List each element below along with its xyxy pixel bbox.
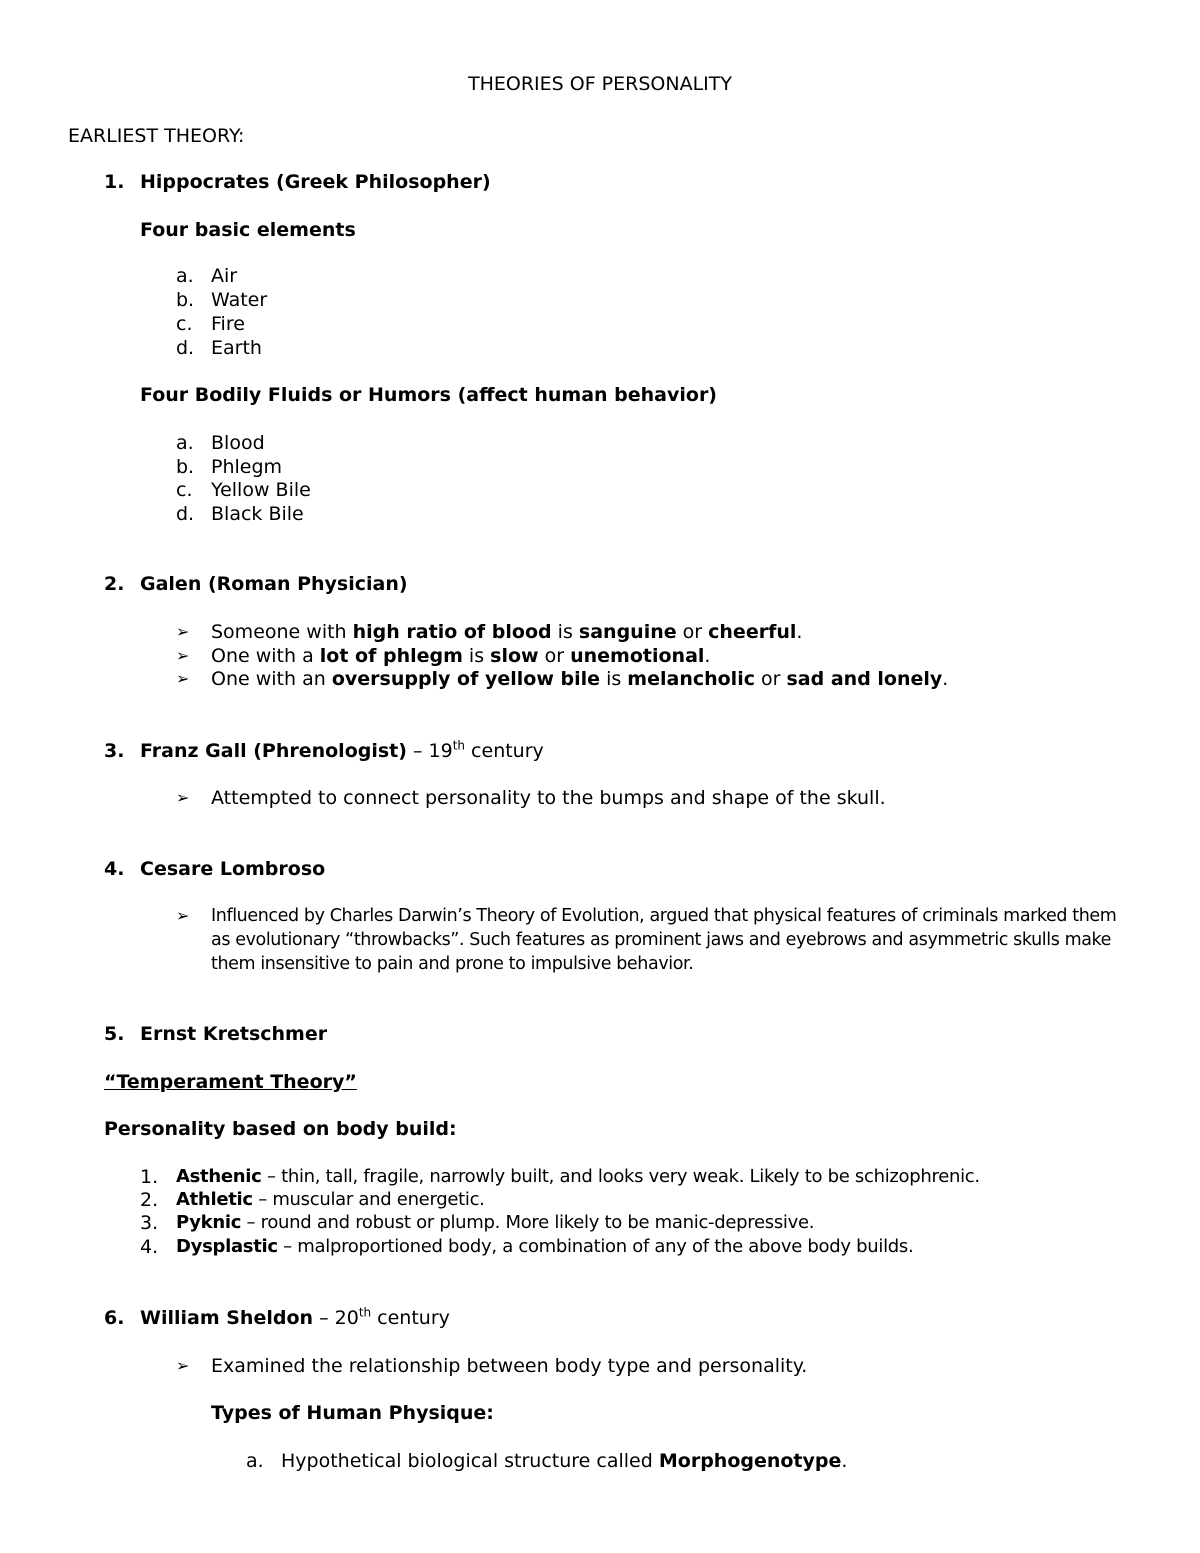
list-marker: 3. [140,1212,159,1234]
theory-title: “Temperament Theory” [104,1071,357,1093]
list-item: Fire [211,313,245,335]
theorist-name: Hippocrates (Greek Philosopher) [140,171,491,193]
arrow-bullet-icon: ➢ [176,622,190,641]
list-marker: a. [176,432,194,454]
list-item: Air [211,265,238,287]
physique-heading: Types of Human Physique: [211,1402,494,1424]
page-title: THEORIES OF PERSONALITY [468,73,732,95]
list-item: Blood [211,432,265,454]
bullet-text: Attempted to connect personality to the bumps and shape of the skull. [211,787,886,809]
humors-heading: Four Bodily Fluids or Humors (affect human behavior) [140,384,717,406]
item-number: 4. [104,858,125,880]
theorist-name: Galen (Roman Physician) [140,573,408,595]
list-item: Hypothetical biological structure called Morphogenotype. [281,1450,848,1472]
arrow-bullet-icon: ➢ [176,1356,190,1375]
item-number: 1. [104,171,125,193]
bullet-text: One with an oversupply of yellow bile is melancholic or sad and lonely. [211,668,949,690]
arrow-bullet-icon: ➢ [176,646,190,665]
bullet-text: One with a lot of phlegm is slow or unemotional. [211,645,711,667]
section-heading: EARLIEST THEORY: [68,125,245,147]
list-item: Asthenic – thin, tall, fragile, narrowly built, and looks very weak. Likely to be schizophrenic. [176,1166,980,1187]
bullet-text-line: them insensitive to pain and prone to impulsive behavior. [211,954,694,974]
arrow-bullet-icon: ➢ [176,788,190,807]
list-marker: d. [176,337,195,359]
list-marker: 4. [140,1236,159,1258]
list-item: Black Bile [211,503,304,525]
theorist-name: William Sheldon [140,1307,314,1329]
item-number: 3. [104,740,125,762]
list-marker: c. [176,313,193,335]
list-item: Dysplastic – malproportioned body, a combination of any of the above body builds. [176,1236,914,1257]
list-item: Earth [211,337,262,359]
elements-heading: Four basic elements [140,219,356,241]
item-number: 2. [104,573,125,595]
list-marker: b. [176,456,195,478]
theorist-line: Franz Gall (Phrenologist) – 19th century [140,738,544,762]
theorist-line: William Sheldon – 20th century [140,1305,450,1329]
bullet-text: Someone with high ratio of blood is sanguine or cheerful. [211,621,803,643]
theorist-name: Ernst Kretschmer [140,1023,328,1045]
body-build-heading: Personality based on body build: [104,1118,457,1140]
list-marker: b. [176,289,195,311]
list-marker: d. [176,503,195,525]
list-marker: a. [176,265,194,287]
item-number: 5. [104,1023,125,1045]
arrow-bullet-icon: ➢ [176,669,190,688]
list-marker: 2. [140,1189,159,1211]
list-marker: 1. [140,1166,159,1188]
list-item: Phlegm [211,456,283,478]
list-item: Yellow Bile [211,479,311,501]
bullet-text-line: as evolutionary “throwbacks”. Such features as prominent jaws and eyebrows and asymmetric skulls make [211,930,1112,950]
bullet-text: Examined the relationship between body type and personality. [211,1355,808,1377]
theorist-name: Franz Gall (Phrenologist) [140,740,407,762]
arrow-bullet-icon: ➢ [176,906,190,925]
list-marker: c. [176,479,193,501]
list-item: Athletic – muscular and energetic. [176,1189,485,1210]
theorist-name: Cesare Lombroso [140,858,326,880]
bullet-text-line: Influenced by Charles Darwin’s Theory of Evolution, argued that physical features of criminals marked them [211,906,1117,926]
list-item: Pyknic – round and robust or plump. More likely to be manic-depressive. [176,1212,815,1233]
item-number: 6. [104,1307,125,1329]
list-marker: a. [246,1450,264,1472]
list-item: Water [211,289,268,311]
